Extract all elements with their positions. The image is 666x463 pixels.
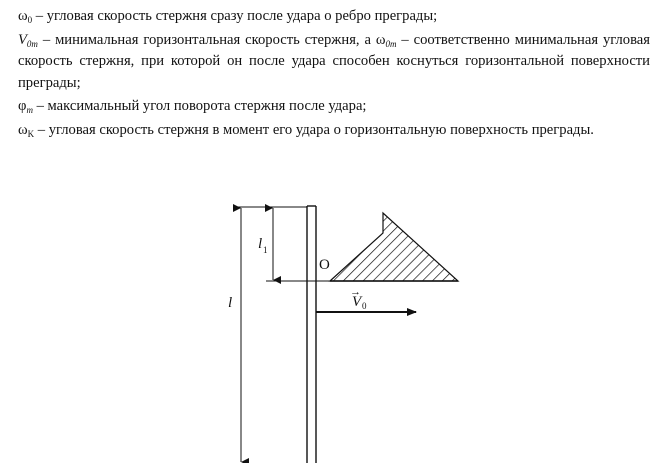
subscript: 0 xyxy=(27,15,33,25)
symbol: φ xyxy=(18,98,27,114)
subscript: 0m xyxy=(26,38,38,49)
subscript-2: 0m xyxy=(385,38,397,49)
definition-text: – угловая скорость стержня сразу после удара о ребро преграды; xyxy=(32,8,438,24)
definition-text-2: – соответственно минимальная угловая скорость стержня, при которой он после удара способен коснуться горизонтальной поверхности преграды; xyxy=(18,31,650,91)
symbol: ω xyxy=(18,121,28,138)
symbol: ω xyxy=(18,8,28,24)
subscript: K xyxy=(27,128,35,139)
label-l1: l xyxy=(258,236,263,252)
symbol: V xyxy=(18,31,27,48)
label-V-sub: 0 xyxy=(362,301,367,311)
label-V: V xyxy=(352,294,362,310)
definition-text: – минимальная горизонтальная скорость стержня, а ω xyxy=(37,31,386,48)
definition-text: – максимальный угол поворота стержня после удара; xyxy=(32,98,367,114)
label-l: l xyxy=(228,295,233,311)
label-V-arrow: → xyxy=(350,286,361,298)
definition-text: – угловая скорость стержня в момент его удара о горизонтальную поверхность преграды. xyxy=(34,121,594,138)
obstacle-hatch xyxy=(330,213,458,281)
subscript: m xyxy=(26,105,33,115)
label-O: O xyxy=(319,257,330,273)
label-l1-sub: 1 xyxy=(263,245,268,255)
